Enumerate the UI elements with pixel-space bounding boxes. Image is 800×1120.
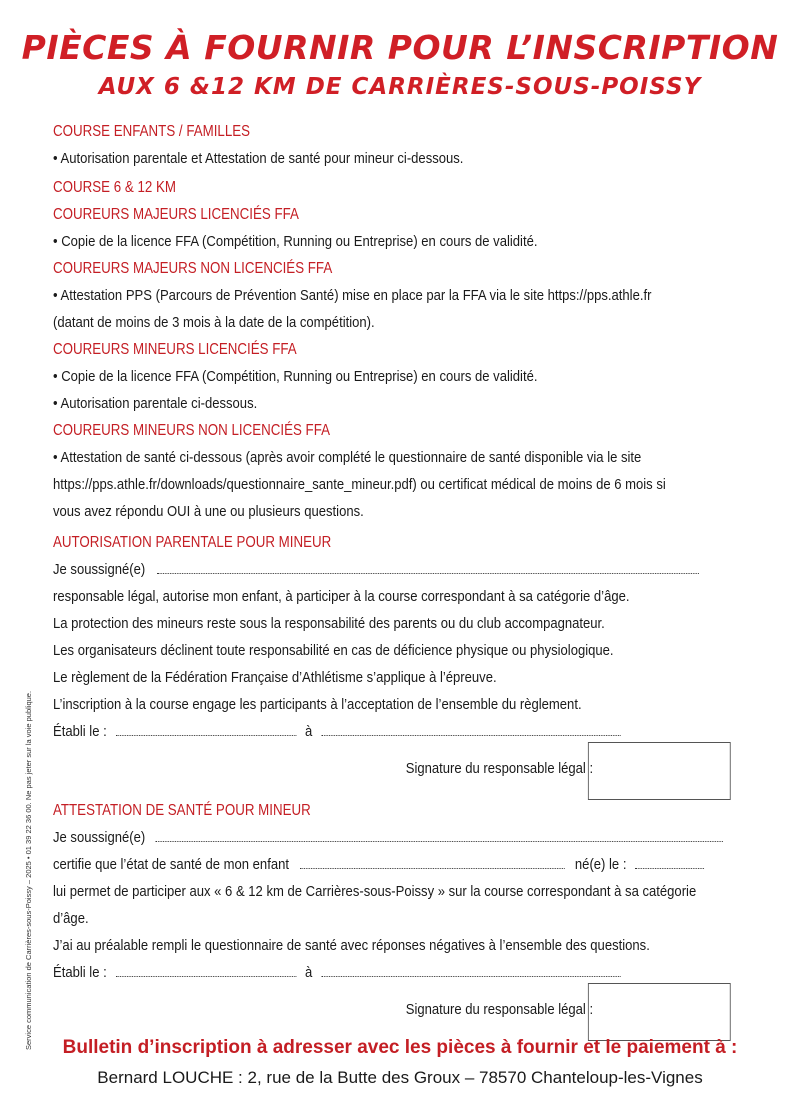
soussigne-label: Je soussigné(e) xyxy=(53,561,146,578)
signature-box[interactable] xyxy=(588,742,731,800)
list-item: • Attestation PPS (Parcours de Prévention Santé) mise en place par la FFA via le site https://pps.athle.fr xyxy=(53,287,652,304)
etabli-label: Établi le : xyxy=(53,964,107,981)
list-item: • Copie de la licence FFA (Compétition, Running ou Entreprise) en cours de validité. xyxy=(53,368,538,385)
name-field[interactable] xyxy=(157,573,699,574)
document-body xyxy=(53,118,753,1038)
etabli-row xyxy=(53,959,753,986)
heading-course-enfants: COURSE ENFANTS / FAMILLES xyxy=(53,123,251,140)
soussigne-row xyxy=(53,556,753,583)
heading-majeurs-non-licencies: COUREURS MAJEURS NON LICENCIÉS FFA xyxy=(53,260,333,277)
side-credit-note: Service communication de Carrières-sous-Poissy – 2025 • 01 39 22 36 00. Ne pas jeter sur la voie publique. xyxy=(24,690,33,1050)
list-item: (datant de moins de 3 mois à la date de la compétition). xyxy=(53,314,375,331)
place-field[interactable] xyxy=(321,735,620,736)
text-line: Les organisateurs déclinent toute responsabilité en cas de déficience physique ou physiologique. xyxy=(53,642,614,659)
certifie-label: certifie que l’état de santé de mon enfant xyxy=(53,856,289,873)
text-line: responsable légal, autorise mon enfant, à participer à la course correspondant à sa catégorie d’âge. xyxy=(53,588,630,605)
footer-address: Bernard LOUCHE : 2, rue de la Butte des Groux – 78570 Chanteloup-les-Vignes xyxy=(97,1068,703,1087)
heading-course-6-12: COURSE 6 & 12 KM xyxy=(53,179,176,196)
soussigne-label: Je soussigné(e) xyxy=(53,829,146,846)
soussigne-row xyxy=(53,824,753,851)
list-item: • Copie de la licence FFA (Compétition, Running ou Entreprise) en cours de validité. xyxy=(53,233,538,250)
text-line: La protection des mineurs reste sous la responsabilité des parents ou du club accompagnateur. xyxy=(53,615,605,632)
name-field[interactable] xyxy=(156,841,724,842)
etabli-row xyxy=(53,718,753,745)
signature-row xyxy=(53,745,753,797)
nele-label: né(e) le : xyxy=(574,856,627,873)
text-line: d’âge. xyxy=(53,910,89,927)
list-item: https://pps.athle.fr/downloads/questionnaire_sante_mineur.pdf) ou certificat médical de moins de 6 mois si xyxy=(53,476,666,493)
birthdate-field[interactable] xyxy=(635,868,704,869)
place-field[interactable] xyxy=(321,976,620,977)
text-line: J’ai au préalable rempli le questionnaire de santé avec réponses négatives à l’ensemble des questions. xyxy=(53,937,650,954)
a-label: à xyxy=(304,964,313,981)
certifie-row xyxy=(53,851,753,878)
text-line: Le règlement de la Fédération Française d’Athlétisme s’applique à l’épreuve. xyxy=(53,669,497,686)
a-label: à xyxy=(304,723,313,740)
heading-attestation-sante: ATTESTATION DE SANTÉ POUR MINEUR xyxy=(53,802,311,819)
text-line: lui permet de participer aux « 6 & 12 km de Carrières-sous-Poissy » sur la course correspondant à sa catégorie xyxy=(53,883,697,900)
heading-mineurs-non-licencies: COUREURS MINEURS NON LICENCIÉS FFA xyxy=(53,422,331,439)
child-name-field[interactable] xyxy=(300,868,565,869)
list-item: vous avez répondu OUI à une ou plusieurs questions. xyxy=(53,503,364,520)
list-item: • Autorisation parentale ci-dessous. xyxy=(53,395,258,412)
signature-label: Signature du responsable légal : xyxy=(405,1001,594,1018)
date-field[interactable] xyxy=(116,976,297,977)
heading-majeurs-licencies: COUREURS MAJEURS LICENCIÉS FFA xyxy=(53,206,299,223)
heading-autorisation-parentale: AUTORISATION PARENTALE POUR MINEUR xyxy=(53,534,332,551)
etabli-label: Établi le : xyxy=(53,723,107,740)
page-title: PIÈCES À FOURNIR POUR L’INSCRIPTION xyxy=(21,28,779,67)
list-item: • Attestation de santé ci-dessous (après avoir complété le questionnaire de santé disponible via le site xyxy=(53,449,642,466)
heading-mineurs-licencies: COUREURS MINEURS LICENCIÉS FFA xyxy=(53,341,297,358)
date-field[interactable] xyxy=(116,735,297,736)
footer-instructions: Bulletin d’inscription à adresser avec les pièces à fournir et le paiement à : xyxy=(62,1037,738,1058)
list-item: • Autorisation parentale et Attestation de santé pour mineur ci-dessous. xyxy=(53,150,464,167)
text-line: L’inscription à la course engage les participants à l’acceptation de l’ensemble du règlement. xyxy=(53,696,582,713)
signature-box[interactable] xyxy=(588,983,731,1041)
signature-row xyxy=(53,986,753,1038)
signature-label: Signature du responsable légal : xyxy=(405,760,594,777)
page-subtitle: AUX 6 &12 KM DE CARRIÈRES-SOUS-POISSY xyxy=(98,74,702,100)
